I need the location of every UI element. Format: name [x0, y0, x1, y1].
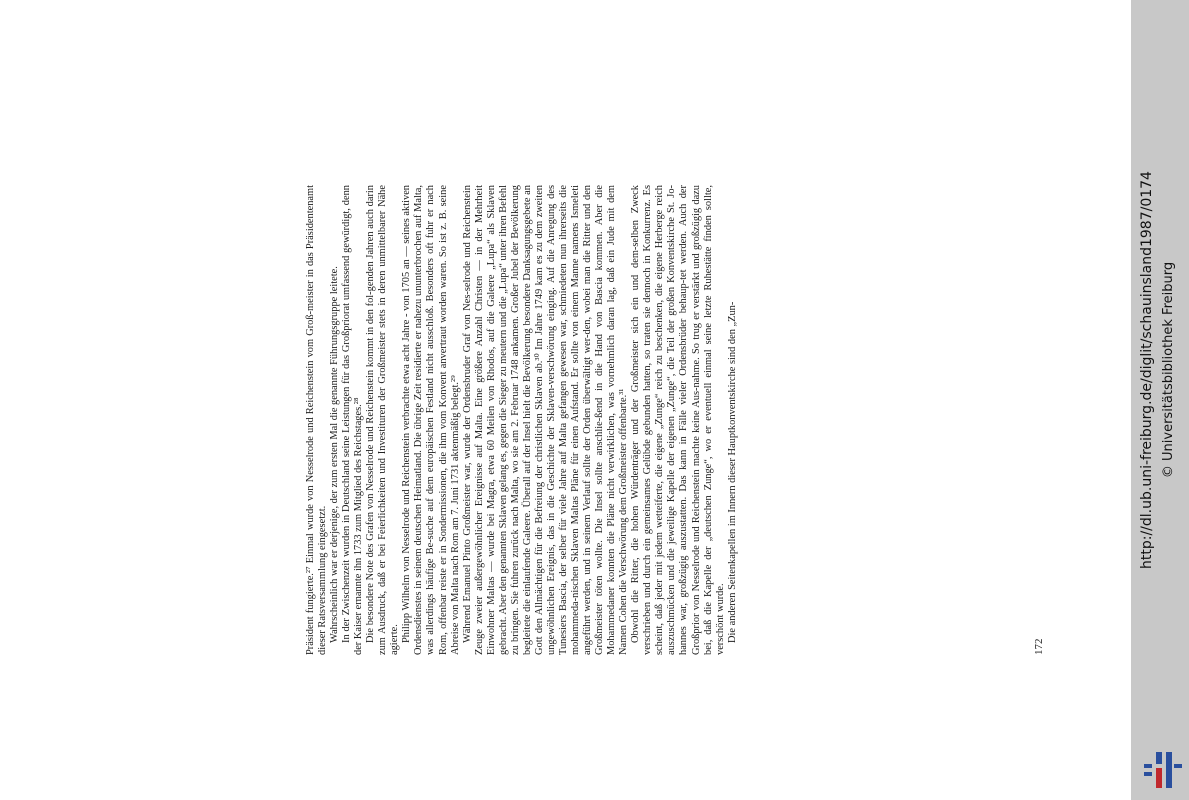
logo-bar — [1144, 764, 1152, 768]
paragraph: Obwohl die Ritter, die hohen Würdenträger und der Großmeister sich ein und dem-selben Zweck verschrieben und durch ein gemeinsames Gelübde gebunden hatten, so traten sie dennoch in Konkurrenz. Es scheint, daß jeder mit jedem wetteiferte, die eigene „Zunge“ reich zu beschenken, die eigene Herberge reich auszuschmücken und die jeweilige Kapelle der eigenen „Zunge“, die Teil der großen Konventskirche St. Jo-hannes war, großzügig auszustatten. Das kann in Fälle vieler Ordensbrüder behaup-tet werden. Auch der Großprior von Nesselrode und Reichenstein machte keine Aus-nahme. So trug er verstärkt und großzügig dazu bei, daß die Kapelle der „deutschen Zunge“, wo er eventuell einmal seine letzte Ruhestätte finden sollte, verschönt wurde. — [630, 185, 726, 655]
logo-bar — [1174, 764, 1182, 768]
logo-bar — [1156, 768, 1162, 788]
logo-bar — [1166, 752, 1172, 788]
sidebar-caption — [1138, 0, 1182, 750]
copyright-notice: © Universitätsbibliothek Freiburg — [1161, 261, 1176, 479]
paragraph: Wahrscheinlich war er derjenige, der zum ersten Mal die genannte Führungsgruppe leitete. — [329, 266, 341, 643]
paragraph: Die anderen Seitenkapellen im Innern dieser Hauptkonventskirche sind den „Zun- — [726, 301, 738, 643]
paragraph: Die besondere Note des Grafen von Nesselrode und Reichenstein kommt in den fol-genden Jahren auch darin zum Ausdruck, daß er bei Feierlichkeiten und Investituren der Großmeister stets in deren unmittelbarer Nähe agierte. — [365, 185, 401, 655]
document-page — [305, 185, 1045, 655]
page-body — [305, 185, 739, 655]
paragraph: Philipp Wilhelm von Nesselrode und Reichenstein verbrachte etwa acht Jahre - von 1705 an — seines aktiven Ordensdienstes in seinem deutschen Heimatland. Die übrige Zeit residierte er nahezu ununterbrochen auf Malta, was allerdings häufige Be-suche auf dem europäischen Festland nicht ausschloß. Besonders oft fuhr er nach Rom, offenbar reiste er in Sondermissionen, die ihm vom Konvent anvertraut worden waren. So ist z. B. seine Abreise von Malta nach Rom am 7. Juni 1731 aktenmäßig belegt.²⁹ — [401, 185, 461, 655]
logo-bar — [1156, 752, 1162, 764]
logo-bar — [1144, 772, 1152, 776]
paragraph: Während Emanuel Pinto Großmeister war, wurde der Ordensbruder Graf von Nes-selrode und Reichenstein Zeuge zweier außergewöhnlicher Ereignisse auf Malta. Eine größere Anzahl Christen — in der Mehrheit Einwohner Maltas — wurde bei Magra, etwa 60 Meilen von Rhodos, auf die Galeere „Lupa“ als Sklaven gebracht. Aber den genannten Sklaven gelang es, gegen die Sieger zu meutern und die „Lupa“ unter ihren Befehl zu bringen. Sie fuhren zurück nach Malta, wo sie am 2. Februar 1748 ankamen. Großer Jubel der Bevölkerung begleitete die einlaufende Galeere. Überall auf der Insel hielt die Bevölkerung besondere Danksagungsgebete an Gott den Allmächtigen für die Befreiung der christlichen Sklaven ab.³⁰ Im Jahre 1749 kam es zu dem zweiten ungewöhnlichen Ereignis, das in die Geschichte der Sklaven-verschwörung einging. Auf die Anregung des Tunesiers Bascia, der selber für viele Jahre auf Malta gefangen gewesen war, schmiedeten nun ihrerseits die mohammeda-nischen Sklaven Maltas Pläne für einen Aufstand. Er sollte von einem Manne namens Ismeleti angeführt werden, und in seinem Verlauf sollte der Orden überwältigt wer-den, wobei man die Ritter und den Großmeister töten wollte. Die Insel sollte anschlie-ßend in die Hand von Bascia kommen. Aber die Mohammedaner konnten die Pläne nicht verwirklichen, was vornehmlich daran lag, daß ein Jude mit dem Namen Cohen die Verschwörung dem Großmeister offenbarte.³¹ — [461, 185, 630, 655]
paragraph: In der Zwischenzeit wurden in Deutschland seine Leistungen für das Großpriorat umfassend gewürdigt, denn der Kaiser ernannte ihn 1733 zum Mitglied des Reichstages.²⁸ — [341, 185, 365, 655]
source-url[interactable]: http://dl.ub.uni-freiburg.de/diglit/schauinsland1987/0174 — [1139, 171, 1155, 569]
page-number: 172 — [1033, 638, 1045, 655]
paragraph: Präsident fungierte.²⁷ Einmal wurde von Nesselrode und Reichenstein vom Groß-meister in das Präsidentenamt dieser Ratsversammlung eingesetzt. — [305, 185, 329, 655]
university-library-logo-icon — [1142, 748, 1184, 792]
